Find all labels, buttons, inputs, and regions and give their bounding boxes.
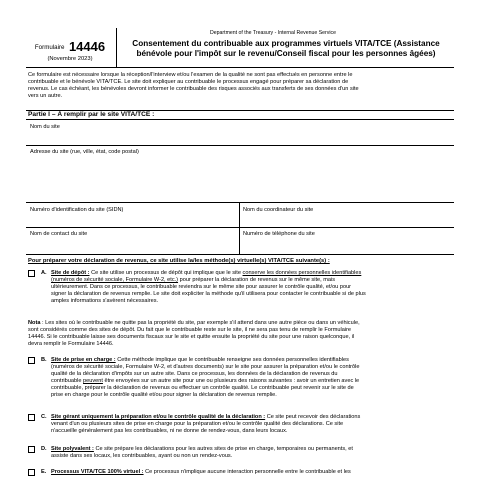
option-e-text: Ce processus n'implique aucune interaction personnelle entre le contribuable et les xyxy=(143,469,351,475)
option-d-letter: D. xyxy=(41,446,47,452)
site-address-field[interactable] xyxy=(26,202,454,203)
option-b-text-4b: être envoyées sur un autre site pour une ou plusieurs des raisons suivantes : avoir un entretien avec le xyxy=(102,378,360,384)
checkbox-preparation-site[interactable] xyxy=(28,414,35,421)
option-b-text-6: prise en charge pour le contrôle qualité et/ou pour signer la déclaration de revenus remplie. xyxy=(51,392,277,398)
department-name: Department of the Treasury - Internal Revenue Service xyxy=(210,30,337,36)
option-c-letter: C. xyxy=(41,414,47,420)
sidn-label: Numéro d'identification du site (SIDN) xyxy=(30,207,124,213)
note-line-4: devra remplir le Formulaire 14446. xyxy=(28,341,114,347)
title-line-1: Consentement du contribuable aux programmes virtuels VITA/TCE (Assistance xyxy=(132,39,440,48)
form-identifier xyxy=(30,38,110,62)
intro-line-4: vers un autre. xyxy=(28,93,63,99)
site-name-label: Nom du site xyxy=(30,124,60,130)
option-c-text-2: venant d'un ou plusieurs sites de prise en charge pour la préparation et/ou le contrôle qualité des déclarations. Ce site xyxy=(51,421,344,427)
option-b-text-3: qualité de la déclaration d'impôts sur un autre site. Dans ce processus, les données de la déclaration de revenus du xyxy=(51,371,338,377)
coordinator-label: Nom du coordinateur du site xyxy=(243,207,314,213)
option-a-underlined: conserve les données personnelles identifiables xyxy=(242,270,362,276)
note-line-2: sont considérés comme des sites de dépôt. Du fait que le contribuable reste sur le site, il ne sera pas tenu de remplir le Formulaire xyxy=(28,327,352,333)
option-d-text-2: assiste dans ses locaux, les contribuables, ayant ou non un rendez-vous. xyxy=(51,453,233,459)
intro-line-1: Ce formulaire est nécessaire lorsque la réception/l'interview et/ou l'examen de la qualité ne sont pas effectués en personne entre le xyxy=(28,72,353,78)
option-b-text: Cette méthode implique que le contribuable renseigne ses données personnelles identifiables xyxy=(115,357,349,363)
field-column-divider xyxy=(239,202,240,254)
contact-label: Nom de contact du site xyxy=(30,231,88,237)
title-line-2: bénévole pour l'impôt sur le revenu/Conseil fiscal pour les personnes âgées) xyxy=(136,49,436,58)
option-b-text-5: contribuable, préparer la déclaration de revenus ou effectuer un contrôle qualité. Le contribuable peut revenir sur le site de xyxy=(51,385,354,391)
checkbox-drop-off-site[interactable] xyxy=(28,270,35,277)
option-c-text-3: n'accueille généralement pas les contribuables, ni ne donne de rendez-vous, dans leurs locaux. xyxy=(51,428,288,434)
form-header xyxy=(26,28,454,68)
site-address-label: Adresse du site (rue, ville, état, code postal) xyxy=(30,149,139,155)
part-1-heading: Partie I – À remplir par le site VITA/TCE : xyxy=(26,110,454,120)
note-label: Nota xyxy=(28,320,41,326)
option-b-text-2: (numéros de sécurité sociale, Formulaire W-2, et d'autres documents) sur le site pour assurer la préparation et/ou le contrôle xyxy=(51,364,360,370)
option-a-text: Ce site utilise un processus de dépôt qui implique que le site xyxy=(89,270,243,276)
form-title xyxy=(120,39,452,59)
intro-line-2: contribuable et le bénévole VITA/TCE. Le site doit expliquer au contribuable le processus engagé pour préparer sa déclaration de xyxy=(28,79,349,85)
sidn-coordinator-field[interactable] xyxy=(26,227,454,228)
option-c-name: Site gérant uniquement la préparation et/ou le contrôle qualité de la déclaration : xyxy=(51,414,266,420)
checkbox-multipurpose-site[interactable] xyxy=(28,446,35,453)
form-revision: (Novembre 2023) xyxy=(47,56,93,62)
form-number: 14446 xyxy=(68,39,106,54)
option-b-text-4a: contribuable xyxy=(51,378,84,384)
option-a-name: Site de dépôt : xyxy=(51,270,90,276)
header-divider xyxy=(116,28,117,68)
option-e-name: Processus VITA/TCE 100% virtuel : xyxy=(51,469,144,475)
site-name-field[interactable] xyxy=(26,145,454,146)
option-c-text: Ce site peut recevoir des déclarations xyxy=(265,414,361,420)
option-b-name: Site de prise en charge : xyxy=(51,357,116,363)
option-a-text-2: pour préparer la déclaration de revenus sur le même site, mais xyxy=(178,277,336,283)
option-d-text: Ce site prépare les déclarations pour les autres sites de prise en charge, temporaires ou permanents, et xyxy=(93,446,353,452)
methods-heading: Pour préparer votre déclaration de revenus, ce site utilise la/les méthode(s) virtuelle(s) VITA/TCE suivante(s) : xyxy=(28,258,330,264)
note-line-3: 14446. Si le contribuable laisse ses documents fiscaux sur le site et quitte ensuite la propriété du site pour une raison quelconque, il xyxy=(28,334,355,340)
option-b-underlined: peuvent xyxy=(83,378,103,384)
contact-phone-field[interactable] xyxy=(26,254,454,255)
checkbox-intake-site[interactable] xyxy=(28,357,35,364)
option-a-underlined-2: (numéros de sécurité sociale, Formulaire W-2, etc.) xyxy=(51,277,179,283)
phone-label: Numéro de téléphone du site xyxy=(243,231,315,237)
option-a-text-5: amples informations s'avèrent nécessaires. xyxy=(51,298,159,304)
intro-paragraph xyxy=(28,72,452,100)
option-a-text-4: signer la déclaration de revenus remplie. Le site doit expliciter la méthode qu'il utilisera pour contacter le contribuable si de plus xyxy=(51,291,366,297)
option-a-text-3: ultérieurement. Dans ce processus, le contribuable reviendra sur le même site pour assurer le contrôle qualité, et/ou pour xyxy=(51,284,352,290)
form-label: Formulaire xyxy=(34,44,65,51)
note-line-1: : Les sites où le contribuable ne quitte pas la propriété du site, par exemple s'il attend dans une autre pièce ou dans un véhicule, xyxy=(40,320,360,326)
option-b-letter: B. xyxy=(41,357,47,363)
intro-line-3: revenus. Le cas échéant, les bénévoles devront informer le contribuable des risques associés aux transferts de ses données d'un site xyxy=(28,86,359,92)
option-d-name: Site polyvalent : xyxy=(51,446,94,452)
option-e-letter: E. xyxy=(41,469,47,475)
note-paragraph xyxy=(28,320,452,348)
checkbox-virtual-process[interactable] xyxy=(28,469,35,476)
option-a-letter: A. xyxy=(41,270,47,276)
